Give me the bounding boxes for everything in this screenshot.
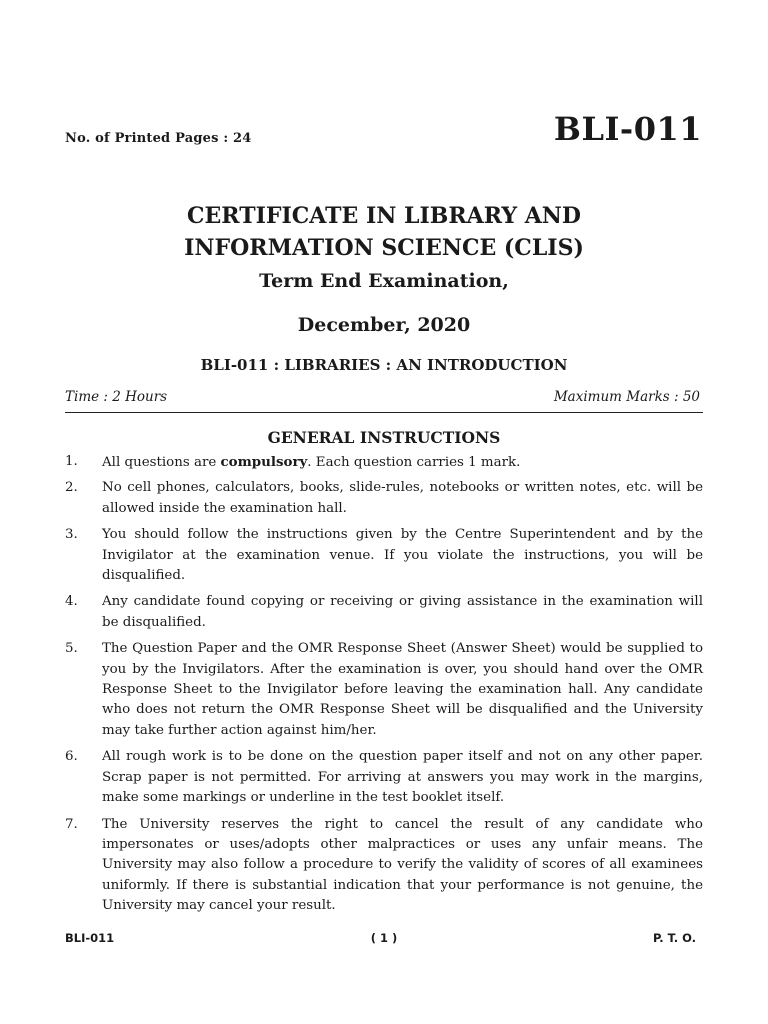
instruction-item (65, 525, 703, 586)
instruction-item (65, 592, 703, 633)
maximum-marks: Maximum Marks : 50 (553, 389, 700, 405)
instruction-text: The University reserves the right to cancel the result of any candidate who impersonates or uses/adopts other malpractices or uses any unfair means. The University may also follow a procedure to verify the validity of scores of all examinees uniformly. If there is substantial indication that your performance is not genuine, the University may cancel your result. (102, 816, 703, 914)
instruction-item (65, 452, 703, 473)
instruction-text: . Each question carries 1 mark. (307, 455, 521, 470)
footer-paper-code: BLI-011 (65, 931, 115, 945)
certificate-title (0, 200, 768, 264)
instruction-text: All rough work is to be done on the question paper itself and not on any other paper. Scrap paper is not permitted. For arriving at answers you may work in the margins, make some markings or underline in the test booklet itself. (102, 749, 703, 806)
instruction-text: You should follow the instructions given by the Centre Superintendent and by the Invigilator at the examination venue. If you violate the instructions, you will be disqualified. (102, 527, 703, 584)
instruction-text: No cell phones, calculators, books, slide-rules, notebooks or written notes, etc. will be allowed inside the examination hall. (102, 480, 703, 516)
instruction-text: All questions are (102, 455, 221, 470)
exam-duration: Time : 2 Hours (65, 389, 168, 405)
instructions-list (65, 452, 703, 923)
instruction-number: 2. (65, 480, 78, 496)
instructions-heading: GENERAL INSTRUCTIONS (267, 428, 501, 447)
title-line-1: CERTIFICATE IN LIBRARY AND (187, 203, 581, 229)
footer-pto: P. T. O. (652, 931, 696, 945)
instruction-item (65, 639, 703, 741)
instruction-number: 5. (65, 641, 78, 657)
instruction-number: 1. (65, 454, 78, 469)
instruction-number: 4. (65, 594, 78, 610)
footer-page-number: ( 1 ) (370, 931, 398, 945)
exam-date: December, 2020 (297, 314, 471, 336)
instruction-text: The Question Paper and the OMR Response Sheet (Answer Sheet) would be supplied to you by the Invigilators. After the examination is over, you should hand over the OMR Response Sheet to the Invigilator before leaving the examination hall. Any candidate who does not return the OMR Response Sheet will be disqualified and the University may take further action against him/her. (102, 641, 703, 738)
instruction-number: 6. (65, 749, 78, 765)
instruction-number: 7. (65, 816, 78, 832)
instruction-item (65, 478, 703, 519)
instruction-item (65, 747, 703, 808)
paper-code: BLI-011 (553, 110, 702, 148)
divider-line (65, 412, 703, 413)
title-line-2: INFORMATION SCIENCE (CLIS) (184, 235, 584, 261)
instruction-emphasis: compulsory (220, 454, 308, 470)
course-title: BLI-011 : LIBRARIES : AN INTRODUCTION (200, 356, 568, 374)
printed-pages-count: No. of Printed Pages : 24 (65, 131, 252, 146)
instruction-text: Any candidate found copying or receiving or giving assistance in the examination will be disqualified. (102, 594, 703, 630)
exam-title: Term End Examination, (259, 270, 509, 292)
instruction-number: 3. (65, 527, 78, 543)
instruction-item (65, 815, 703, 917)
